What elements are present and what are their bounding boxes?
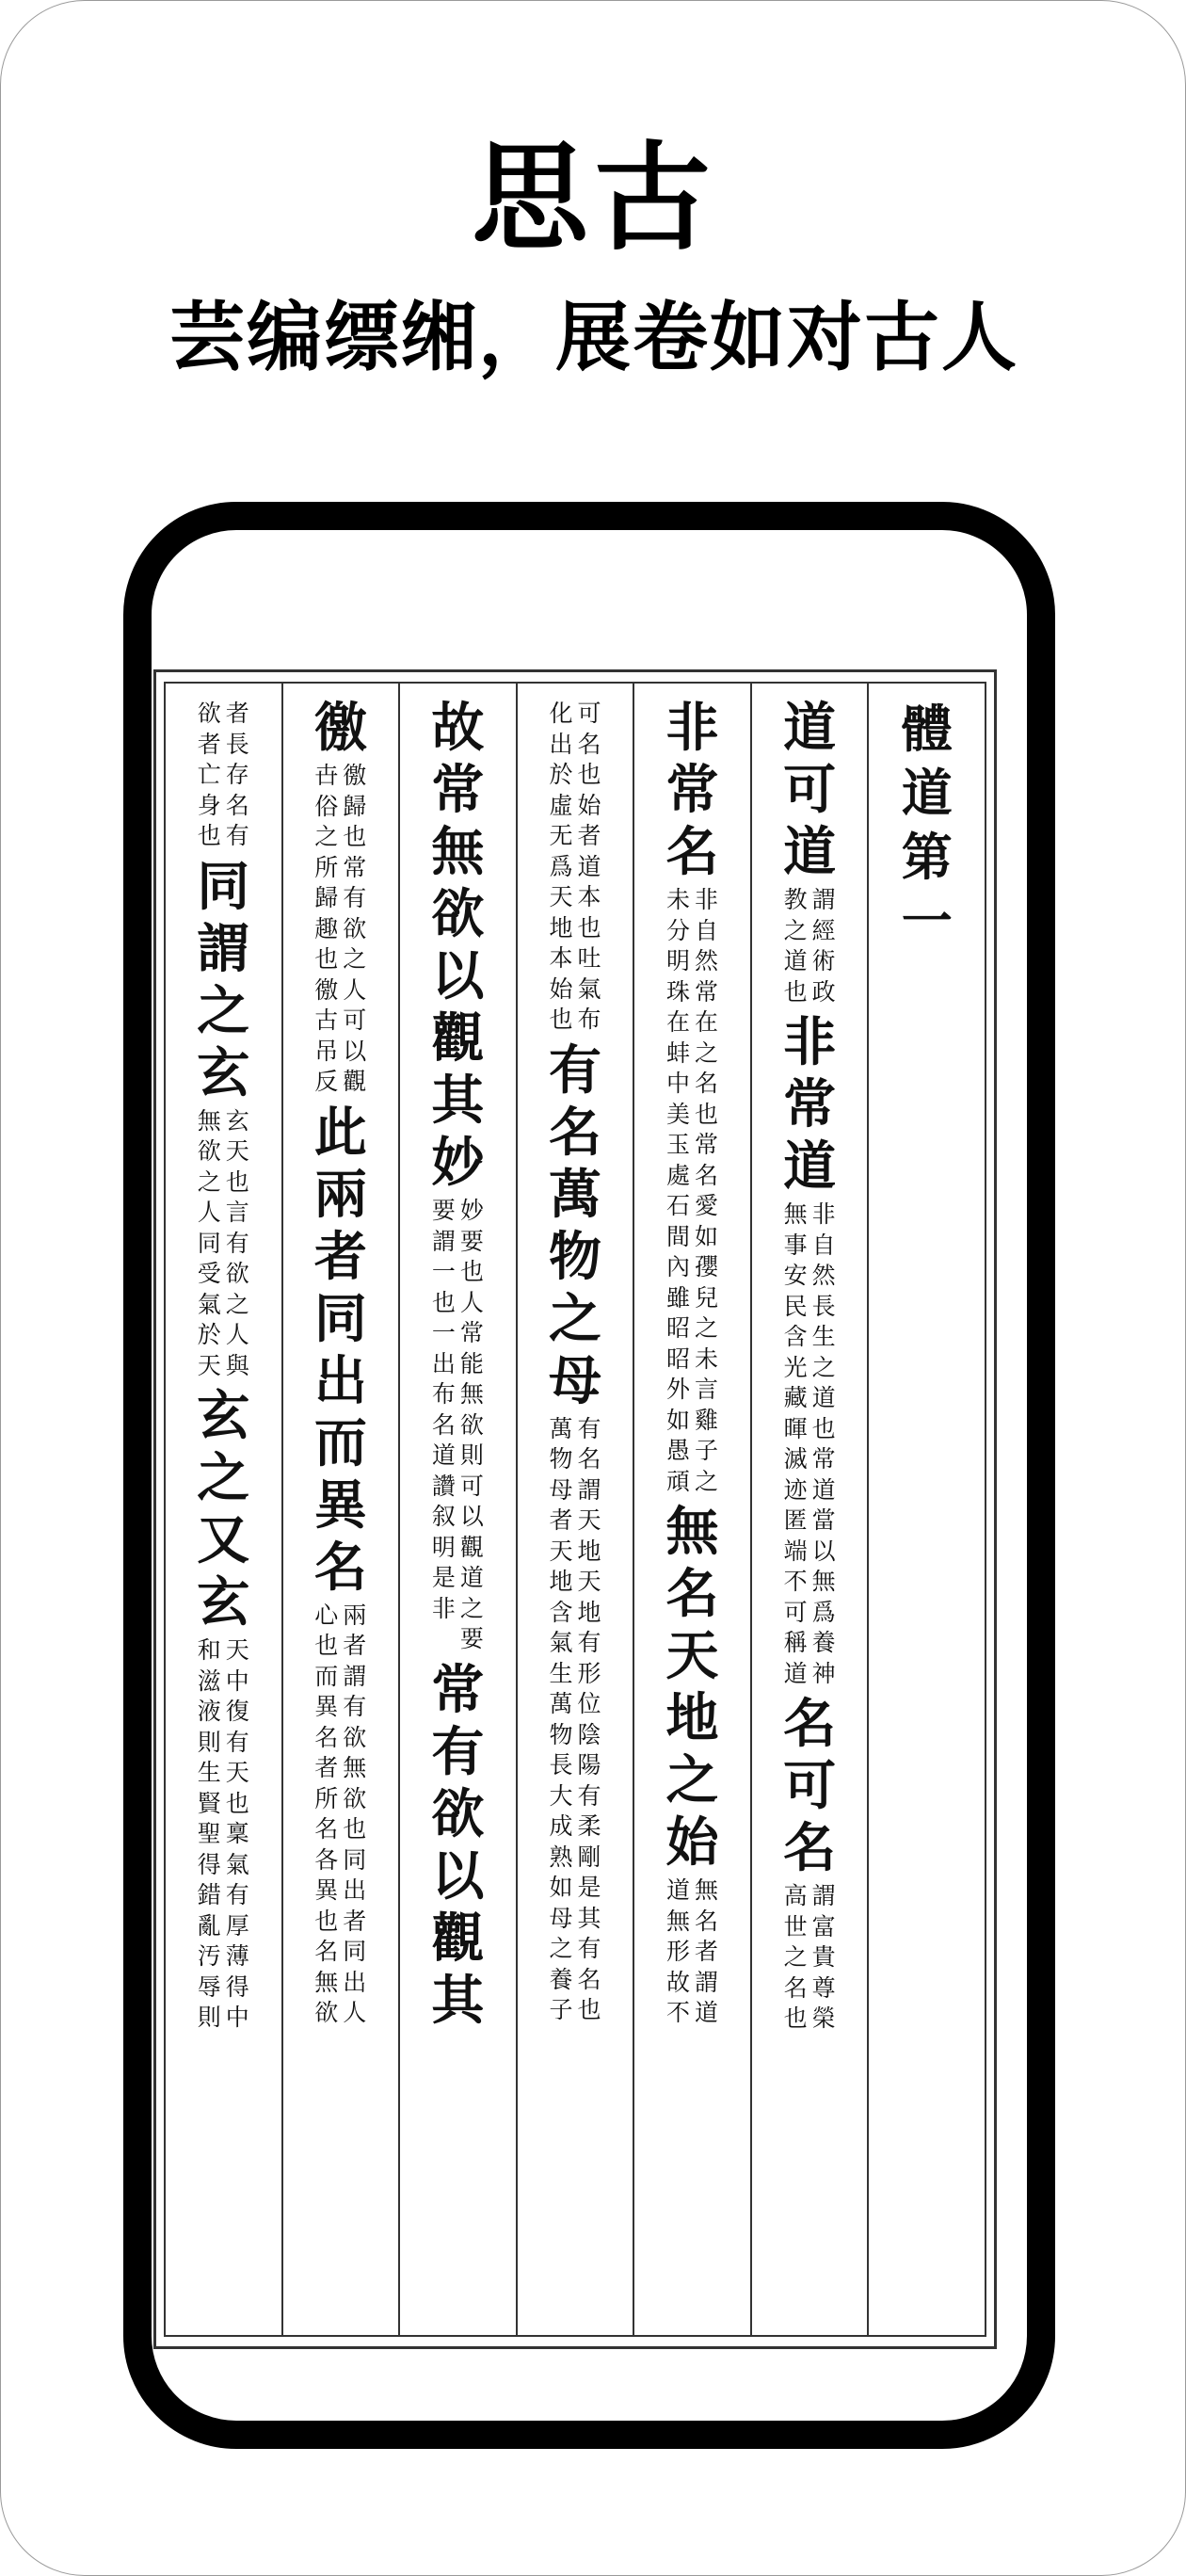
main-text: 非 常 道: [783, 1011, 837, 1198]
book-page: [153, 669, 997, 2349]
commentary-note: [781, 885, 838, 1007]
commentary-note: [665, 1876, 721, 2029]
main-text: 名 可 名: [783, 1693, 837, 1879]
commentary-line: 無 事 安 民 含 光 藏 暉 滅 迹 匿 端 不 可 稱 道: [783, 1200, 808, 1687]
commentary-line: 徼 歸 也 常 有 欲 之 人 可 以 觀: [343, 762, 367, 1095]
commentary-line: 妙 要 也 人 常 能 無 欲 則 可 以 觀 道 之 要: [459, 1197, 484, 1652]
book-text-area: [164, 682, 986, 2337]
page-subtitle: 芸编缥缃，展卷如对古人: [169, 294, 1018, 381]
commentary-line: 有 名 謂 天 地 天 地 有 形 位 陰 陽 有 柔 剛 是 其 有 名 也: [577, 1414, 601, 2023]
commentary-note: [195, 1106, 251, 1382]
commentary-note: [781, 1199, 838, 1689]
commentary-line: 非 自 然 長 生 之 道 也 常 道 當 以 無 爲 養 神: [811, 1200, 836, 1687]
main-text: 無 名 天 地 之 始: [665, 1501, 719, 1874]
commentary-line: 無 欲 之 人 同 受 氣 於 天: [197, 1106, 221, 1379]
commentary-line: 教 之 道 也: [783, 886, 808, 1006]
commentary-line: 可 名 也 始 者 道 本 也 吐 氣 布: [577, 700, 601, 1033]
main-text: 道 可 道: [783, 697, 837, 883]
commentary-note: [547, 699, 603, 1036]
main-text: 有 名 萬 物 之 母: [548, 1038, 601, 1412]
commentary-line: 萬 物 母 者 天 地 含 氣 生 萬 物 長 大 成 熟 如 母 之 養 子: [549, 1414, 573, 2023]
commentary-note: [313, 1601, 369, 2029]
main-text: 徼: [313, 697, 367, 759]
commentary-line: 謂 經 術 政: [811, 886, 836, 1006]
text-column: [867, 684, 985, 2335]
commentary-line: 和 滋 液 則 生 賢 聖 得 錯 亂 汚 辱 則: [197, 1636, 221, 2031]
main-text: 非 常 名: [665, 697, 719, 883]
commentary-line: 非 自 然 常 在 之 名 也 常 名 愛 如 孾 兒 之 未 言 雞 子 之: [695, 886, 719, 1495]
commentary-line: 道 無 形 故 不: [666, 1876, 691, 2026]
text-column: [281, 684, 399, 2335]
commentary-line: 無 名 者 謂 道: [695, 1876, 719, 2026]
commentary-line: 高 世 之 名 也: [783, 1882, 808, 2032]
commentary-note: [429, 1196, 486, 1655]
commentary-line: 謂 富 貴 尊 榮: [811, 1882, 836, 2032]
commentary-line: 玄 天 也 言 有 欲 之 人 與: [225, 1106, 249, 1379]
commentary-line: 化 出 於 虛 无 爲 天 地 本 始 也: [549, 700, 573, 1033]
text-column: [398, 684, 516, 2335]
commentary-line: 欲 者 亡 身 也: [197, 700, 221, 849]
text-column: [516, 684, 633, 2335]
commentary-note: [195, 1635, 251, 2034]
commentary-line: 兩 者 謂 有 欲 無 欲 也 同 出 者 同 出 人: [343, 1601, 367, 2026]
commentary-line: 卋 俗 之 所 歸 趣 也 徼 古 吊 反: [314, 762, 339, 1095]
chapter-title: 體 道 第 一: [901, 699, 953, 951]
main-text: 故 常 無 欲 以 觀 其 妙: [431, 697, 485, 1194]
text-column: [166, 684, 281, 2335]
main-text: 同 謂 之 玄: [197, 855, 250, 1104]
page-title: 思古: [471, 131, 716, 266]
commentary-line: 天 中 復 有 天 也 稟 氣 有 厚 薄 得 中: [225, 1636, 249, 2031]
commentary-line: 者 長 存 名 有: [225, 700, 249, 849]
commentary-note: [781, 1881, 838, 2035]
commentary-line: 心 也 而 異 名 者 所 名 各 異 也 名 無 欲: [314, 1601, 339, 2026]
commentary-line: 未 分 明 珠 在 蚌 中 美 玉 處 石 間 內 雖 昭 昭 外 如 愚 頑: [666, 886, 691, 1495]
commentary-note: [547, 1414, 603, 2026]
main-text: 此 兩 者 同 出 而 異 名: [313, 1101, 367, 1599]
text-column: [750, 684, 868, 2335]
commentary-line: 要 謂 一 也 一 出 布 名 道 讚 叙 明 是 非: [431, 1197, 456, 1622]
commentary-note: [195, 699, 251, 852]
commentary-note: [665, 885, 721, 1497]
main-text: 常 有 欲 以 觀 其: [431, 1658, 485, 2032]
main-text: 玄 之 又 玄: [197, 1385, 250, 1634]
commentary-note: [313, 761, 369, 1098]
text-column: [633, 684, 750, 2335]
